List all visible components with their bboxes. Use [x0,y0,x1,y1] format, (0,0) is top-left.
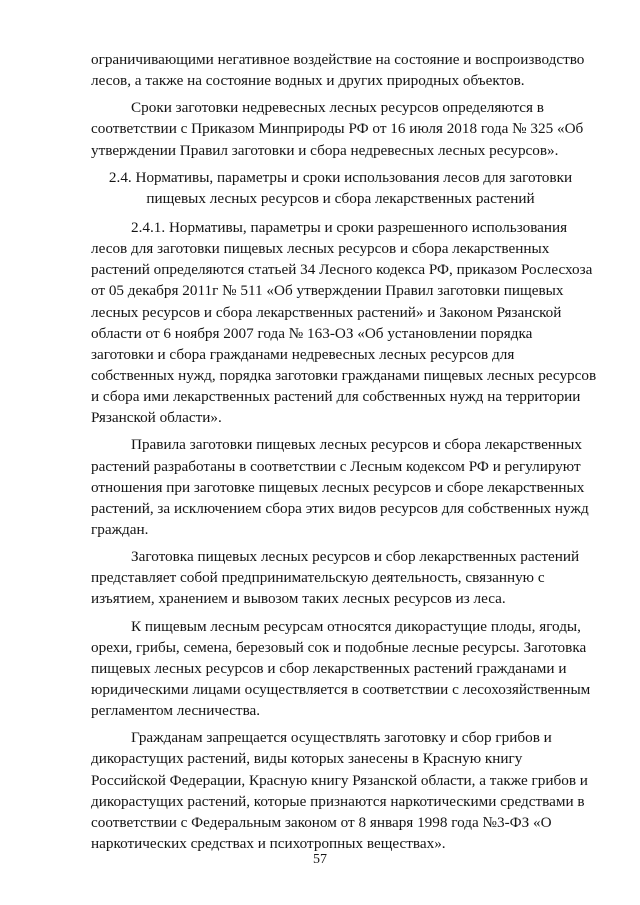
text-line: Российской Федерации, Красную книгу Рязанской области, а также грибов и [91,772,588,789]
text-line: лесов для заготовки пищевых лесных ресурсов и сбора лекарственных [91,240,550,257]
text-line: соответствии с Федеральным законом от 8 января 1998 года №3-ФЗ «О [91,814,552,831]
text-line: растений разработаны в соответствии с Лесным кодексом РФ и регулируют [91,458,581,475]
text-line: Гражданам запрещается осуществлять заготовку и сбор грибов и [131,729,552,746]
text-line: регламентом лесничества. [91,702,261,719]
text-line: области от 6 ноября 2007 года № 163-ОЗ «Об установлении порядка [91,325,533,342]
page-number: 57 [313,852,327,867]
text-line: юридическими лицами осуществляется в соответствии с лесохозяйственным [91,681,591,698]
text-line: граждан. [91,521,149,538]
text-line: дикорастущих растений, виды которых занесены в Красную книгу [91,750,523,767]
text-line: соответствии с Приказом Минприроды РФ от 16 июля 2018 года № 325 «Об [91,120,584,137]
text-line: ограничивающими негативное воздействие на состояние и воспроизводство [91,51,585,68]
text-line: Заготовка пищевых лесных ресурсов и сбор лекарственных растений [131,548,580,565]
text-line: отношения при заготовке пищевых лесных ресурсов и сборе лекарственных [91,479,585,496]
text-line: собственных нужд, порядка заготовки гражданами пищевых лесных ресурсов [91,367,597,384]
text-line: наркотических средствах и психотропных веществах». [91,835,446,852]
text-line: Правила заготовки пищевых лесных ресурсов и сбора лекарственных [131,436,582,453]
text-line: 2.4.1. Нормативы, параметры и сроки разрешенного использования [131,219,568,236]
section-heading: пищевых лесных ресурсов и сбора лекарственных растений [146,190,535,207]
text-line: заготовки и сбора гражданами недревесных лесных ресурсов для [91,346,515,363]
section-heading: 2.4. Нормативы, параметры и сроки использования лесов для заготовки [108,169,573,186]
text-line: растений определяются статьей 34 Лесного кодекса РФ, приказом Рослесхоза [91,261,593,278]
text-line: изъятием, хранением и вывозом таких лесных ресурсов из леса. [91,590,506,607]
text-line: Рязанской области». [91,409,222,426]
text-line: дикорастущих растений, которые признаются наркотическими средствами в [91,793,585,810]
text-line: К пищевым лесным ресурсам относятся дикорастущие плоды, ягоды, [131,618,581,635]
text-line: от 05 декабря 2011г № 511 «Об утверждении Правил заготовки пищевых [91,282,564,299]
text-line: орехи, грибы, семена, березовый сок и подобные лесные ресурсы. Заготовка [91,639,587,656]
text-line: утверждении Правил заготовки и сбора недревесных лесных ресурсов». [91,142,559,159]
text-line: лесов, а также на состояние водных и других природных объектов. [91,72,525,89]
text-line: представляет собой предпринимательскую деятельность, связанную с [91,569,545,586]
text-line: Сроки заготовки недревесных лесных ресурсов определяются в [131,99,544,116]
text-line: лесных ресурсов и сбора лекарственных растений» и Законом Рязанской [91,304,562,321]
text-line: растений, за исключением сбора этих видов ресурсов для собственных нужд [91,500,589,517]
text-line: и сбора ими лекарственных растений для собственных нужд на территории [91,388,581,405]
text-line: пищевых лесных ресурсов и сбор лекарственных растений гражданами и [91,660,567,677]
